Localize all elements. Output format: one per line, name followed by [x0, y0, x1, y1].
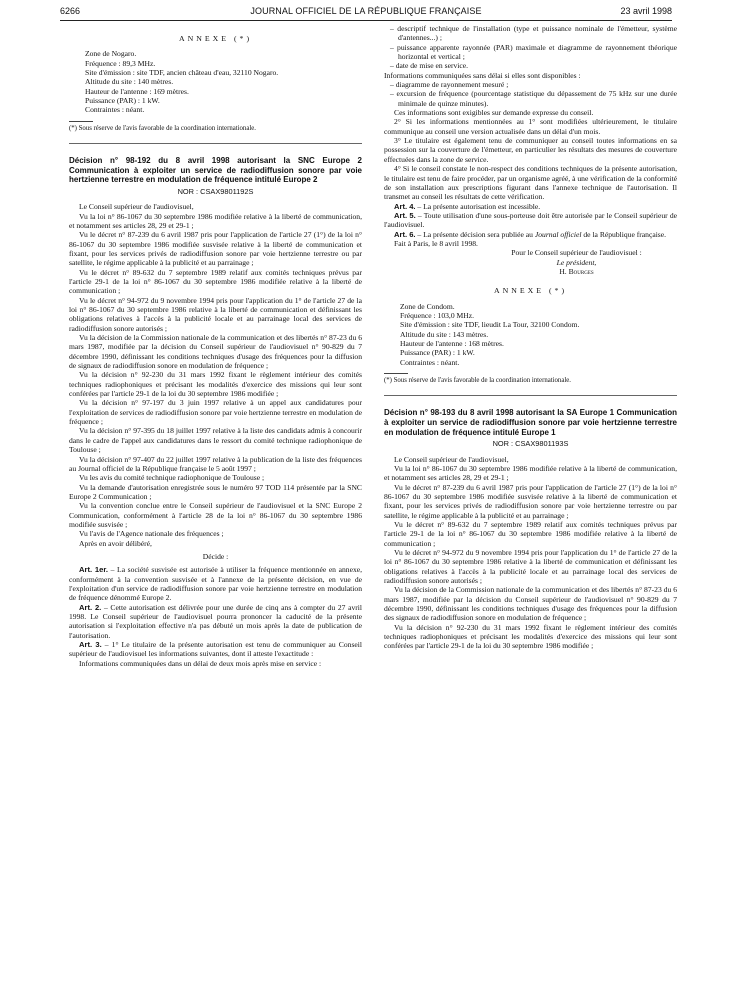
paragraph: Vu la décision de la Commission nationale de la communication et des libertés n° 87-23 du 6 mars 1987, modifiée par la décision du Conseil supérieur de l'audiovisuel n° 90-829 du 7 décembre 1990, définissant les conditions techniques d'usage des fréquences pour la diffusion de signaux de radiodiffusion sonore en modulation de fréquence ;	[69, 333, 362, 371]
article-4	[384, 202, 677, 211]
spec-line: Fréquence : 103,0 MHz.	[400, 310, 475, 320]
paragraph: Informations communiquées dans un délai de deux mois après mise en service :	[79, 658, 322, 668]
journal-ref: Journal officiel	[534, 229, 582, 239]
decision-title: Décision n° 98-193 du 8 avril 1998 autorisant la SA Europe 1 Communication à exploiter un service de radiodiffusion sonore par voie hertzienne terrestre en modulation de fréquence intitulé Europe 1	[384, 408, 677, 437]
footnote-rule	[69, 121, 93, 122]
article-text: – Cette autorisation est délivrée pour une durée de cinq ans à compter du 27 avril 1998. Le Conseil supérieur de l'audiovisuel pourra prononcer la caducité de la présente autorisation si l'exploitation effective n'a pas débuté un mois après la date de publication de l'autorisation.	[69, 602, 362, 640]
section-divider	[69, 143, 362, 144]
annexe-specs	[384, 302, 677, 367]
paragraph: Vu la demande d'autorisation enregistrée sous le numéro 97 TOD 114 présentée par la SNC Europe 2 Communication ;	[69, 482, 362, 501]
decision-title: Décision n° 98-192 du 8 avril 1998 autorisant la SNC Europe 2 Communication à exploiter un service de radiodiffusion sonore par voie hertzienne terrestre en modulation de fréquence intitulé Europe 2	[69, 156, 362, 185]
spec-line: Puissance (PAR) : 1 kW.	[400, 348, 475, 358]
page-header	[60, 6, 672, 21]
paragraph: Vu la loi n° 86-1067 du 30 septembre 1986 modifiée relative à la liberté de communication, et notamment ses articles 28, 29 et 29-1 ;	[69, 211, 362, 230]
signature-role: Le président,	[556, 257, 597, 267]
annexe-title: ANNEXE (*)	[178, 34, 253, 43]
article-2	[69, 603, 362, 640]
dash-item: – diagramme de rayonnement mesuré ;	[390, 80, 509, 90]
paragraph: Vu la décision n° 92-230 du 31 mars 1992 fixant le règlement intérieur des comités techniques radiophoniques et précisant les modalités d'exercice des missions qui leur sont conférées par l'article 29-1 de la loi du 30 septembre 1986 modifiée ;	[69, 370, 362, 399]
annexe-title: ANNEXE (*)	[493, 286, 568, 296]
paragraph: Vu le décret n° 94-972 du 9 novembre 1994 pris pour l'application du 1° de l'article 27 de la loi n° 86-1067 du 30 septembre 1986 relative à la liberté de communication et définissant les obligations relatives à l'accès à la publicité locale et au parrainage local des services de radiodiffusion sonore autorisés ;	[69, 295, 362, 333]
decision-body	[69, 202, 362, 668]
signature-name: H. Bourges	[559, 266, 594, 276]
footnote-rule	[384, 373, 408, 374]
paragraph: Le Conseil supérieur de l'audiovisuel,	[79, 202, 194, 212]
done-at: Fait à Paris, le 8 avril 1998.	[394, 238, 478, 248]
spec-line: Altitude du site : 140 mètres.	[85, 77, 174, 87]
annexe-specs	[69, 49, 362, 114]
annexe-footnote: (*) Sous réserve de l'avis favorable de la coordination internationale.	[384, 377, 571, 385]
article-text: – Toute utilisation d'une sous-porteuse doit être autorisée par le Conseil supérieur de l'audiovisuel.	[384, 210, 677, 230]
spec-line: Hauteur de l'antenne : 169 mètres.	[85, 86, 189, 96]
issue-date: 23 avril 1998	[620, 6, 672, 16]
article-text: – La présente autorisation est incessible.	[415, 201, 541, 211]
paragraph: 2° Si les informations mentionnées au 1° sont modifiées ultérieurement, le titulaire communique au conseil une version actualisée dans un délai d'un mois.	[384, 117, 677, 136]
signature-block	[384, 248, 677, 276]
paragraph: Vu la décision de la Commission nationale de la communication et des libertés n° 87-23 du 6 mars 1987, modifiée par la décision du Conseil supérieur de l'audiovisuel n° 90-829 du 7 décembre 1990, définissant les conditions techniques d'usage des fréquences pour la diffusion des signaux de radiodiffusion sonore en modulation de fréquence ;	[384, 585, 677, 623]
paragraph: Vu la convention conclue entre le Conseil supérieur de l'audiovisuel et la SNC Europe 2 Communication, conformément à l'article 28 de la loi n° 86-1067 du 30 septembre 1986 modifiée susvisée ;	[69, 501, 362, 529]
spec-line: Hauteur de l'antenne : 168 mètres.	[400, 339, 504, 348]
spec-line: Puissance (PAR) : 1 kW.	[85, 96, 160, 106]
paragraph: Vu l'avis de l'Agence nationale des fréquences ;	[79, 529, 224, 539]
paragraph: Après en avoir délibéré,	[79, 538, 152, 548]
paragraph: Informations communiquées sans délai si elles sont disponibles :	[384, 70, 581, 80]
paragraph: Vu le décret n° 87-239 du 6 avril 1987 pris pour l'application de l'article 27 (1°) de la loi n° 86-1067 du 30 septembre 1986 modifiée susvisée relative à la liberté de communication et fixant, pour les services privés de radiodiffusion sonore par voie hertzienne terrestre ou par satellite, le régime applicable à la publicité et au parrainage ;	[384, 482, 677, 520]
dash-item: – excursion de fréquence (pourcentage statistique du dépassement de 75 kHz sur une durée minimale de quinze minutes).	[390, 89, 677, 108]
left-column	[69, 24, 362, 668]
paragraph: Vu la décision n° 97-407 du 22 juillet 1997 relative à la publication de la liste des fréquences au Journal officiel de la République française le 5 août 1997 ;	[69, 454, 362, 473]
article-label: Art. 2.	[79, 602, 102, 612]
article-text: – 1° Le titulaire de la présente autorisation est tenu de communiquer au Conseil supérieur de l'audiovisuel les informations suivantes, dont il atteste l'exactitude :	[69, 640, 362, 659]
decision-body	[384, 455, 677, 651]
spec-line: Zone de Nogaro.	[85, 49, 137, 59]
paragraph: Vu le décret n° 87-239 du 6 avril 1987 pris pour l'application de l'article 27 (1°) de la loi n° 86-1067 du 30 septembre 1986 modifiée susvisée relative à la liberté de communication et fixant, pour les services privés de radiodiffusion sonore par voie hertzienne terrestre ou par satellite, le régime applicable à la publicité et au parrainage ;	[69, 230, 362, 268]
article-label: Art. 3.	[79, 640, 102, 650]
dash-item: – date de mise en service.	[390, 61, 469, 71]
paragraph: 3° Le titulaire est également tenu de communiquer au conseil toutes informations en sa possession sur la couverture de l'émetteur, en particulier les résultats des mesures de couverture effectuées dans la zone de service.	[384, 136, 677, 164]
journal-title: JOURNAL OFFICIEL DE LA RÉPUBLIQUE FRANÇAISE	[250, 6, 482, 16]
paragraph: Vu la décision n° 92-230 du 31 mars 1992 fixant le règlement intérieur des comités techniques radiophoniques et précisant les modalités d'exercice des missions qui leur sont conférées par l'article 29-1 de la loi du 30 septembre 1986 modifiée ;	[384, 622, 677, 651]
spec-line: Zone de Condom.	[400, 301, 455, 311]
paragraph: Vu les avis du comité technique radiophonique de Toulouse ;	[79, 473, 265, 483]
dash-item: – descriptif technique de l'installation (type et puissance nominale de l'émetteur, système d'antennes...) ;	[390, 24, 677, 43]
section-divider	[384, 395, 677, 396]
spec-line: Contraintes : néant.	[400, 357, 460, 367]
article-3	[69, 640, 362, 659]
dash-item: – puissance apparente rayonnée (PAR) maximale et diagramme de rayonnement théorique horizontal et vertical ;	[390, 42, 677, 62]
spec-line: Fréquence : 89,3 MHz.	[85, 58, 156, 68]
signature-for: Pour le Conseil supérieur de l'audiovisuel :	[511, 248, 642, 258]
page-number: 6266	[60, 6, 81, 16]
article-label: Art. 5.	[394, 210, 416, 220]
paragraph: 4° Si le conseil constate le non-respect des conditions techniques de la présente autorisation, le titulaire est tenu de faire procéder, par un organisme agréé, à une vérification de la conformité de son installation aux prescriptions figurant dans l'annexe technique de l'autorisation. Il transmet au conseil les résultats de cette vérification.	[384, 164, 677, 202]
paragraph: Vu la loi n° 86-1067 du 30 septembre 1986 modifiée relative à la liberté de communication, et notamment ses articles 28, 29 et 29-1 ;	[384, 463, 677, 483]
nor-reference: NOR : CSAX9801192S	[177, 186, 254, 196]
annexe-footnote: (*) Sous réserve de l'avis favorable de la coordination internationale.	[69, 124, 256, 132]
paragraph: Le Conseil supérieur de l'audiovisuel,	[394, 454, 509, 464]
paragraph: Vu la décision n° 97-395 du 18 juillet 1997 relative à la liste des candidats admis à concourir dans le cadre de l'appel aux candidatures dans le ressort du comité technique radiophonique de Toulouse ;	[69, 426, 362, 455]
article-text: – La société susvisée est autorisée à utiliser la fréquence mentionnée en annexe, conformément à la convention susvisée et à l'annexe de la présente décision, en vue de l'exploitation d'un service de radiodiffusion sonore par voie hertzienne terrestre en modulation de fréquence dénommé Europe 2.	[69, 565, 363, 603]
right-column	[384, 24, 677, 651]
spec-line: Altitude du site : 143 mètres.	[400, 329, 489, 339]
spec-line: Contraintes : néant.	[85, 105, 145, 115]
article-label: Art. 4.	[394, 201, 416, 211]
article-1	[69, 565, 362, 602]
article-6: Art. 6. – La présente décision sera publiée au Journal officiel de la République française.	[394, 229, 667, 239]
article-5	[384, 211, 677, 230]
decide-heading: Décide :	[202, 551, 229, 561]
paragraph: Ces informations sont exigibles sur demande expresse du conseil.	[394, 108, 594, 118]
paragraph: Vu la décision n° 97-197 du 3 juin 1997 relative à un appel aux candidatures pour l'exploitation de services de radiodiffusion sonore par voie hertzienne terrestre en modulation de fréquence ;	[69, 398, 362, 427]
paragraph: Vu le décret n° 89-632 du 7 septembre 1989 relatif aux comités techniques prévus par l'article 29-1 de la loi n° 86-1067 du 30 septembre 1986 modifiée relative à la liberté de communication ;	[384, 519, 677, 548]
spec-line: Site d'émission : site TDF, ancien château d'eau, 32110 Nogaro.	[85, 68, 279, 78]
article-label: Art. 6.	[394, 229, 416, 239]
paragraph: Vu le décret n° 94-972 du 9 novembre 1994 pris pour l'application du 1° de l'article 27 de la loi n° 86-1067 du 30 septembre 1986 relative à la liberté de communication et définissant les obligations relatives à l'accès à la publicité locale et au parrainage local des services de radiodiffusion sonore autorisés ;	[384, 547, 677, 585]
nor-reference: NOR : CSAX9801193S	[492, 439, 569, 449]
spec-line: Site d'émission : site TDF, lieudit La Tour, 32100 Condom.	[400, 320, 580, 330]
paragraph: Vu le décret n° 89-632 du 7 septembre 1989 relatif aux comités techniques prévus par l'article 29-1 de la loi n° 86-1067 du 30 septembre 1986 modifiée relative à la liberté de communication ;	[69, 267, 362, 296]
article-label: Art. 1er.	[79, 565, 109, 575]
